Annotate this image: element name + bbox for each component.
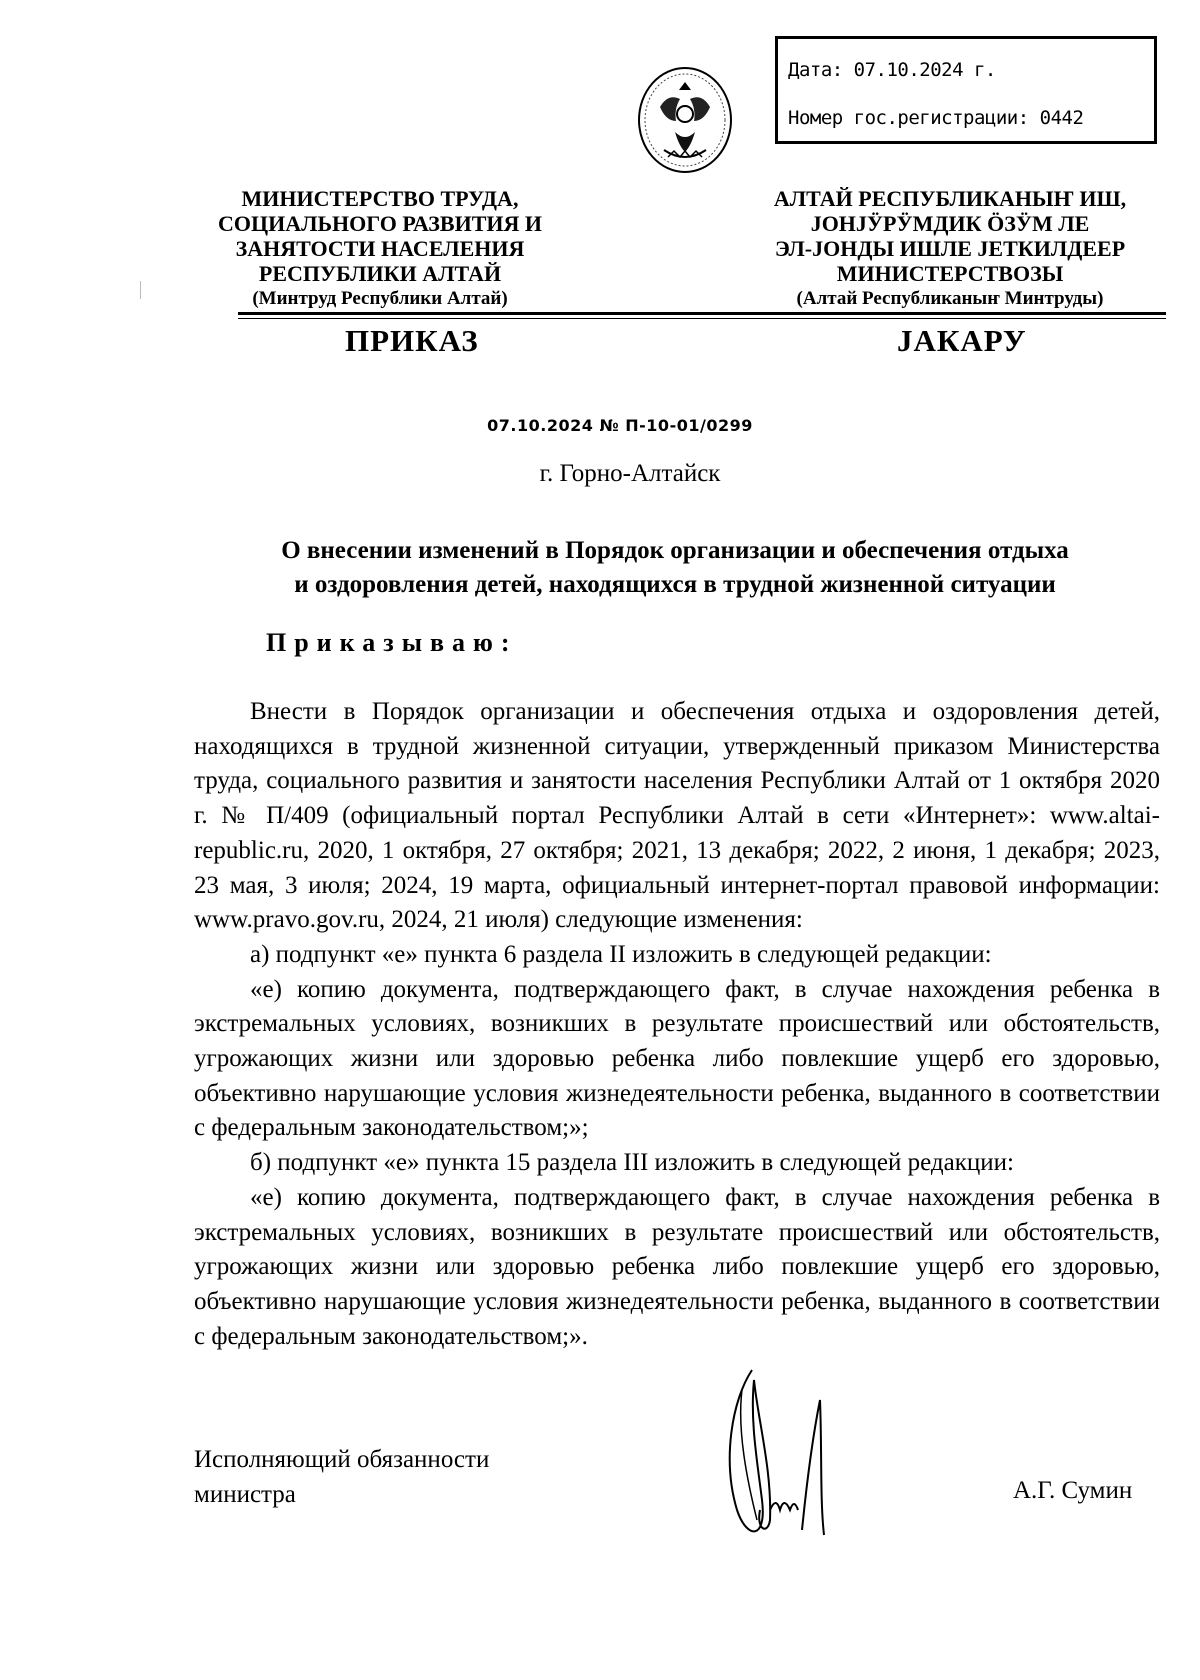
header-divider [238,312,1166,315]
city: г. Горно-Алтайск [539,460,721,487]
handwritten-signature [712,1360,842,1546]
body-paragraph: Внести в Порядок организации и обеспечения отдыха и оздоровления детей, находящихся в трудной жизненной ситуации, утвержденный приказом Министерства труда, социального развития и занятости населения Республики Алтай от 1 октября 2020 г. № П/409 (официальный портал Республики Алтай в сети «Интернет»: www.altai-republic.ru, 2020, 1 октября, 27 октября; 2021, 13 декабря; 2022, 2 июня, 1 декабря; 2023, 23 мая, 3 июля; 2024, 19 марта, официальный интернет-портал правовой информации: www.pravo.gov.ru, 2024, 21 июля) следующие изменения: [194,698,1160,934]
header-divider-thin [238,318,1166,319]
margin-mark [140,281,141,299]
doc-type-russian: ПРИКАЗ [345,323,479,358]
registration-number: Номер гос.регистрации: 0442 [788,107,1084,129]
body-paragraph: «е) копию документа, подтверждающего факт, в случае нахождения ребенка в экстремальных условиях, возникших в результате происшествий или обстоятельств, угрожающих жизни или здоровью ребенка либо повлекшие ущерб его здоровью, объективно нарушающие условия жизнедеятельности ребенка, выданного в соответствии с федеральным законодательством;»; [194,975,1160,1142]
signer-name: А.Г. Сумин [1013,1477,1133,1504]
doc-type-altai: ЈАКАРУ [897,323,1027,358]
header-left-ministry-name: МИНИСТЕРСТВО ТРУДА, СОЦИАЛЬНОГО РАЗВИТИЯ И ЗАНЯТОСТИ НАСЕЛЕНИЯ РЕСПУБЛИКИ АЛТАЙ (Минтруд Республики Алтай) [170,186,590,311]
registration-number-value: 0442 [1039,107,1084,129]
body-paragraph: б) подпункт «е» пункта 15 раздела III изложить в следующей редакции: [250,1149,1014,1177]
republic-altai-emblem-icon [630,62,740,178]
document-body [194,695,1160,1354]
header-right-ministry-name: АЛТАЙ РЕСПУБЛИКАНЫҤ ИШ, ЈОНЈӰРӰМДИК ӦЗӰМ ЛЕ ЭЛ-ЈОНДЫ ИШЛЕ ЈЕТКИЛДЕЕР МИНИСТЕРСТВОЗЫ (Алтай Республиканыҥ Минтруды) [740,186,1160,311]
body-paragraph: «е) копию документа, подтверждающего факт, в случае нахождения ребенка в экстремальных условиях, возникших в результате происшествий или обстоятельств, угрожающих жизни или здоровью ребенка либо повлекшие ущерб его здоровью, объективно нарушающие условия жизнедеятельности ребенка, выданного в соответствии с федеральным законодательством;». [194,1183,1160,1350]
registration-date-value: 07.10.2024 г. [853,59,996,81]
order-word: Приказываю: [266,628,518,657]
document-title: О внесении изменений в Порядок организации и обеспечения отдыха и оздоровления детей, находящихся в трудной жизненной ситуации [281,537,1069,598]
header-left-short-name: (Минтруд Республики Алтай) [252,288,508,309]
registration-date: Дата: 07.10.2024 г. [788,59,996,81]
header-right-short-name: (Алтай Республиканыҥ Минтруды) [796,288,1104,309]
registration-stamp [775,36,1157,144]
document-number: 07.10.2024 № П-10-01/0299 [487,416,753,435]
signer-position: Исполняющий обязанности министра [194,1446,490,1508]
body-paragraph: а) подпункт «е» пункта 6 раздела II изложить в следующей редакции: [250,940,992,968]
